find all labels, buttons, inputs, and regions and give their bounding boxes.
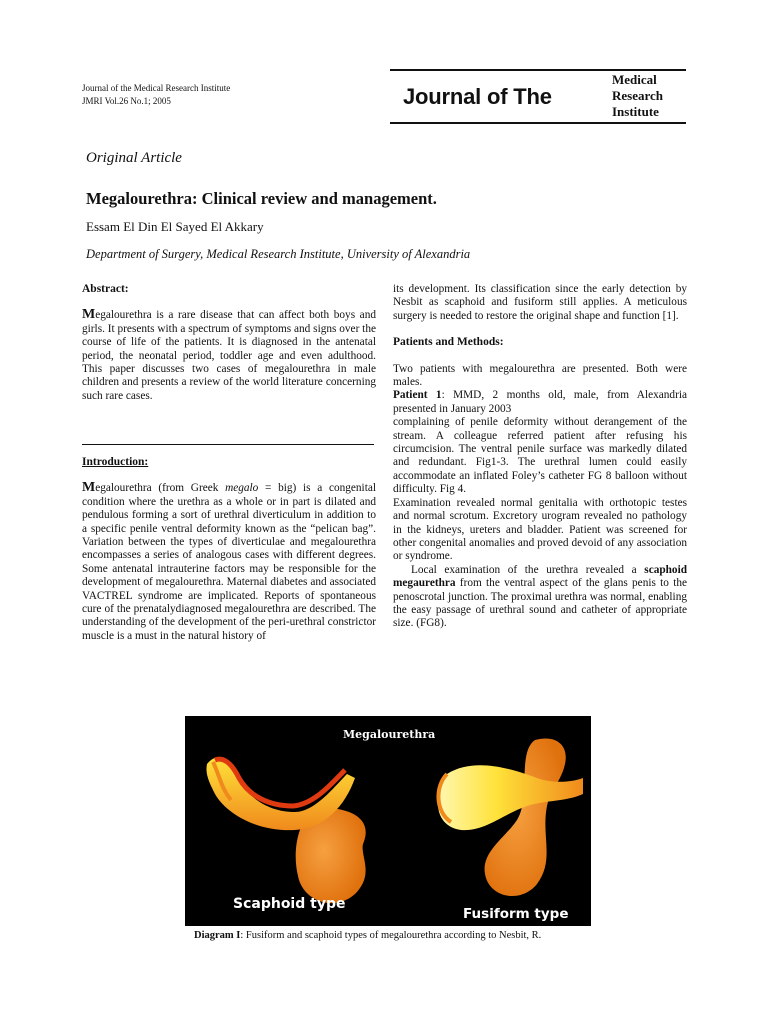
introduction-text: Megalourethra (from Greek megalo = big) is a congenital condition where the urethra as a whole or in part is dilated and pendulous forming a sort of urethral diverticulum in addition to a specific penile ventral deformity known as the “pelican bag”. Variation between the types of diverticulae and megalourethra encompasses a series of analogous cases with different degrees. Some antenatal intrauterine factors may be responsible for the development of megalourethra. Maternal diabetes and associated VACTREL syndrome are implicated. Reports of spontaneous cure of the prenatalydiagnosed megalourethra are described. The understanding of the development of the peri-urethral constrictor muscle is a must in the natural history of [82, 480, 376, 642]
masthead-title: Journal of The [403, 84, 552, 109]
introduction-heading: Introduction: [82, 456, 149, 468]
figure-caption: Diagram I: Fusiform and scaphoid types of megalourethra according to Nesbit, R. [194, 930, 542, 941]
local-exam-paragraph: Local examination of the urethra revealed a scaphoid megaurethra from the ventral aspect of the glans penis to the penoscrotal junction. The proximal urethra was normal, enabling the easy passage of urethral sound and catheter of appropriate size. (FG8). [393, 563, 687, 630]
article-title: Megalourethra: Clinical review and management. [86, 189, 437, 208]
article-affiliation: Department of Surgery, Medical Research Institute, University of Alexandria [86, 247, 471, 261]
methods-paragraph: Two patients with megalourethra are presented. Both were males. [393, 362, 687, 389]
fusiform-illustration [438, 738, 583, 896]
methods-heading: Patients and Methods: [393, 336, 504, 349]
journal-ref-line2: JMRI Vol.26 No.1; 2005 [82, 96, 171, 106]
patient-1-paragraph: Patient 1: MMD, 2 months old, male, from Alexandria presented in January 2003 [393, 389, 687, 415]
article-type: Original Article [86, 150, 182, 166]
complaint-paragraph: complaining of penile deformity without derangement of the stream. A colleague referred patient after refusing his circumcision. The ventral penile surface was markedly dilated and redundant. Fig1-3. The urethral lumen could easily accommodate an inflated Foley’s catheter FG 8 balloon without difficulty. Fig 4. [393, 416, 687, 496]
masthead-line-2: Research [612, 88, 664, 103]
diagram-svg [185, 716, 591, 926]
fusiform-label: Fusiform type [463, 906, 569, 922]
abstract-heading: Abstract: [82, 283, 129, 295]
journal-ref-line1: Journal of the Medical Research Institute [82, 83, 231, 93]
abstract-text: Megalourethra is a rare disease that can affect both boys and girls. It presents with a spectrum of symptoms and signs over the course of life of the patients. It is diagnosed in the antenatal period, the neonatal period, toddler age and even adulthood. This paper discusses two cases of megalourethra in male children and presents a review of the world literature concerning such rare cases. [82, 307, 376, 402]
masthead-bottom-rule [390, 122, 686, 124]
masthead-stack [612, 72, 663, 120]
right-column [393, 283, 687, 631]
abstract-dropcap: M [82, 307, 96, 323]
examination-paragraph: Examination revealed normal genitalia with orthotopic testes and normal scrotum. Excretory urogram revealed no pathology in the kidneys, ureters and bladder. Patient was screened for other congenital anomalies and proved devoid of any association or syndrome. [393, 496, 687, 563]
masthead-top-rule [390, 69, 686, 71]
masthead-line-3: Institute [612, 104, 659, 119]
caption-label: Diagram I [194, 930, 241, 941]
article-author: Essam El Din El Sayed El Akkary [86, 219, 264, 234]
diagram-figure [185, 716, 591, 926]
patient-1-label: Patient 1 [393, 389, 442, 402]
section-divider [82, 444, 374, 445]
left-column [82, 283, 376, 403]
scaphoid-illustration [206, 757, 365, 903]
introduction-section [82, 456, 376, 643]
masthead-line-1: Medical [612, 72, 657, 87]
diagram-title: Megalourethra [343, 728, 436, 741]
scaphoid-label: Scaphoid type [233, 896, 346, 912]
intro-continued: its development. Its classification since the early detection by Nesbit as scaphoid and fusiform still applies. A meticulous surgery is needed to restore the original shape and function [1]. [393, 283, 687, 322]
intro-dropcap: M [82, 480, 96, 496]
